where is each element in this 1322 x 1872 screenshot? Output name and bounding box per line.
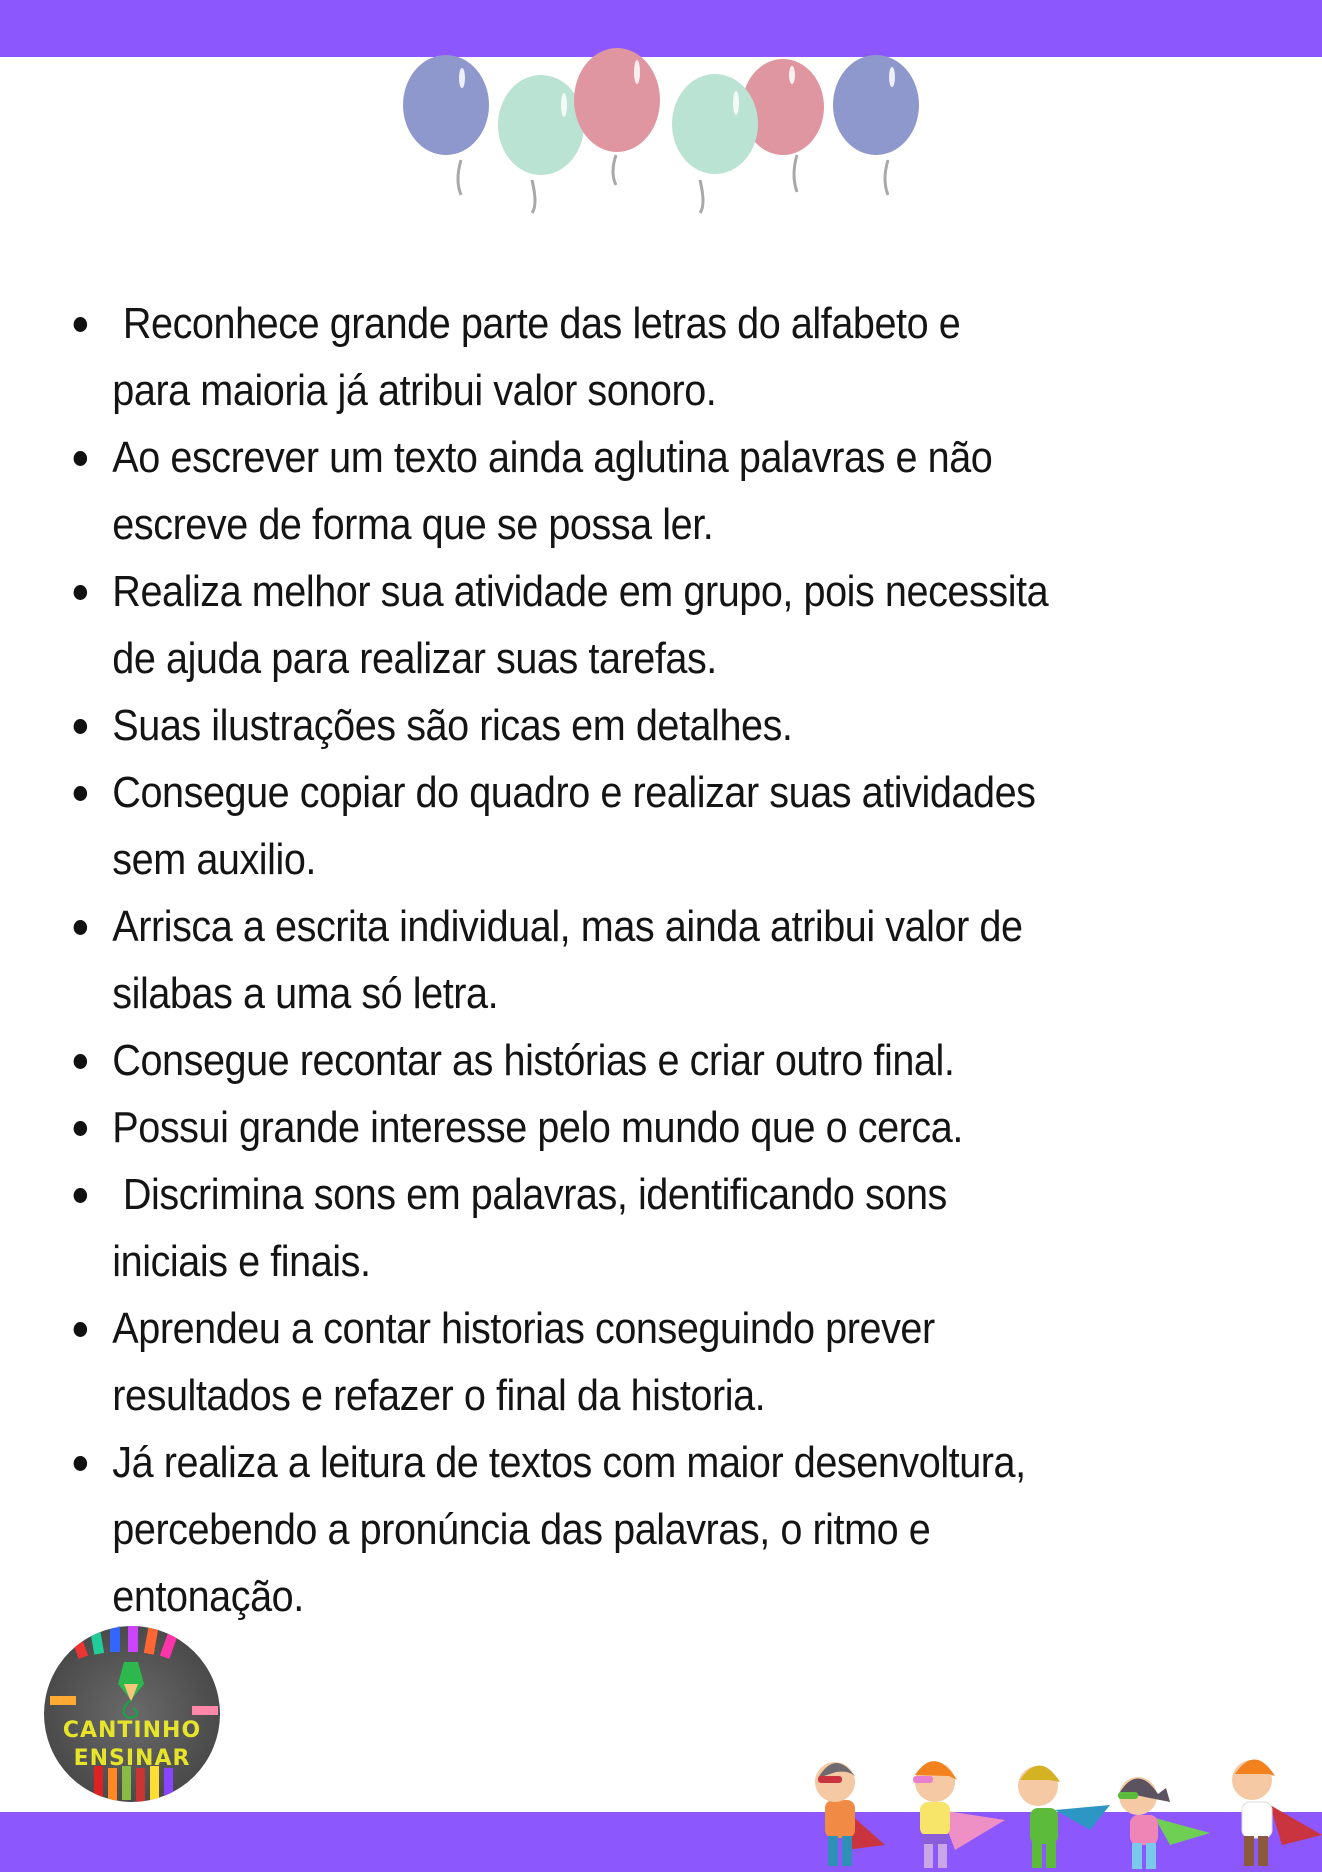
list-item-line: Consegue copiar do quadro e realizar suas atividades [112, 768, 1036, 817]
list-item [70, 1027, 1282, 1094]
list-item-line: Possui grande interesse pelo mundo que o cerca. [112, 1103, 963, 1152]
bullet-icon [74, 1121, 88, 1136]
bullet-icon [74, 1322, 88, 1337]
logo-line1: CANTINHO [62, 1718, 202, 1743]
list-item-line: silabas a uma só letra. [112, 969, 499, 1018]
bullet-icon [74, 317, 88, 332]
bullet-icon [74, 1054, 88, 1069]
list-item-line: Arrisca a escrita individual, mas ainda atribui valor de [112, 902, 1023, 951]
list-item [70, 424, 1282, 558]
list-item-line: Discrimina sons em palavras, identificando sons [112, 1170, 947, 1219]
list-item [70, 1161, 1282, 1295]
list-item-line: percebendo a pronúncia das palavras, o ritmo e [112, 1505, 931, 1554]
list-item-line: de ajuda para realizar suas tarefas. [112, 634, 717, 683]
observations-list [70, 290, 1290, 1630]
list-item-line: iniciais e finais. [112, 1237, 371, 1286]
crayons-icon [44, 1626, 220, 1802]
bullet-icon [74, 1188, 88, 1203]
bullet-icon [74, 1456, 88, 1471]
list-item-line: Reconhece grande parte das letras do alfabeto e [112, 299, 961, 348]
list-item-line: Realiza melhor sua atividade em grupo, pois necessita [112, 567, 1049, 616]
list-item-line: resultados e refazer o final da historia. [112, 1371, 766, 1420]
list-item [70, 558, 1282, 692]
list-item-line: Aprendeu a contar historias conseguindo prever [112, 1304, 935, 1353]
list-item [70, 1295, 1282, 1429]
list-item-line: Suas ilustrações são ricas em detalhes. [112, 701, 793, 750]
superhero-kids-icon [780, 1740, 1322, 1872]
list-item-line: escreve de forma que se possa ler. [112, 500, 714, 549]
list-item-line: Já realiza a leitura de textos com maior desenvoltura, [112, 1438, 1026, 1487]
bullet-icon [74, 786, 88, 801]
bullet-icon [74, 585, 88, 600]
logo-line2: ENSINAR [73, 1746, 191, 1771]
list-item [70, 893, 1282, 1027]
list-item-line: entonação. [112, 1572, 304, 1621]
list-item-line: Ao escrever um texto ainda aglutina palavras e não [112, 433, 993, 482]
bullet-icon [74, 719, 88, 734]
list-item [70, 1429, 1282, 1630]
list-item [70, 759, 1282, 893]
list-item-line: sem auxilio. [112, 835, 316, 884]
list-item [70, 1094, 1282, 1161]
balloons-icon [0, 0, 1322, 220]
cantinho-ensinar-logo [44, 1626, 220, 1802]
list-item [70, 290, 1282, 424]
bullet-icon [74, 451, 88, 466]
list-item [70, 692, 1282, 759]
list-item-line: para maioria já atribui valor sonoro. [112, 366, 717, 415]
bullet-icon [74, 920, 88, 935]
list-item-line: Consegue recontar as histórias e criar outro final. [112, 1036, 955, 1085]
